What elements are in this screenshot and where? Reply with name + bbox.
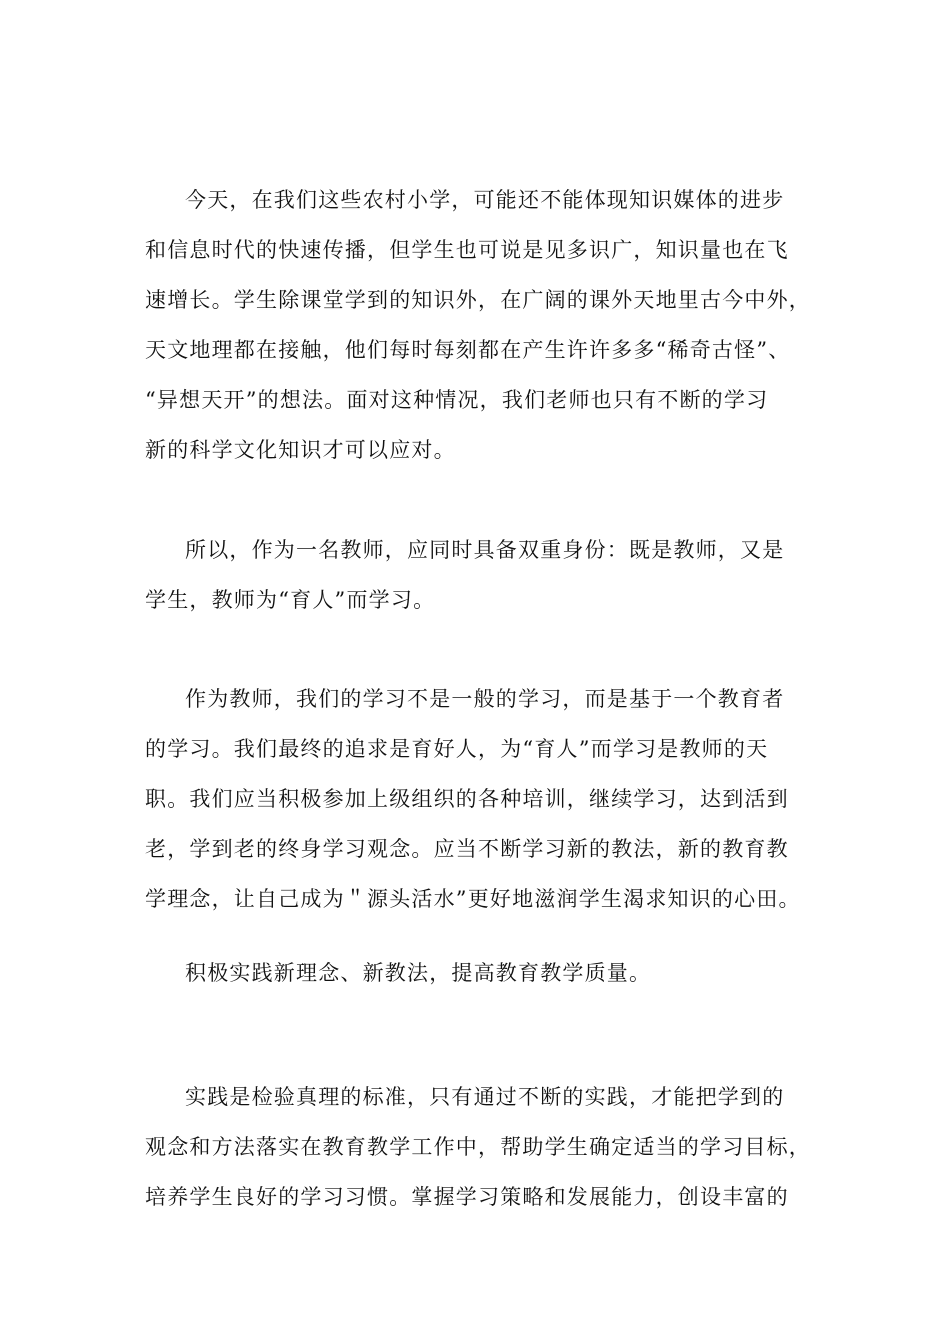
paragraph-line: 新的科学文化知识才可以应对。 xyxy=(145,438,456,462)
paragraph-line: 和信息时代的快速传播，但学生也可说是见多识广，知识量也在飞 xyxy=(145,238,789,262)
paragraph-line: 老，学到老的终身学习观念。应当不断学习新的教法，新的教育教 xyxy=(145,837,789,861)
paragraph-line: 天文地理都在接触，他们每时每刻都在产生许许多多“稀奇古怪”、 xyxy=(145,338,791,362)
paragraph-line: 职。我们应当积极参加上级组织的各种培训，继续学习，达到活到 xyxy=(145,787,789,811)
paragraph-line: 积极实践新理念、新教法，提高教育教学质量。 xyxy=(185,961,652,985)
paragraph-line: “异想天开”的想法。面对这种情况，我们老师也只有不断的学习 xyxy=(145,388,769,412)
paragraph-line: 实践是检验真理的标准，只有通过不断的实践，才能把学到的 xyxy=(185,1085,785,1109)
paragraph-line: 的学习。我们最终的追求是育好人，为“育人”而学习是教师的天 xyxy=(145,737,769,761)
paragraph-practice-heading xyxy=(145,948,651,998)
paragraph-line: 速增长。学生除课堂学到的知识外，在广阔的课外天地里古今中外， xyxy=(145,288,811,312)
paragraph-line: 培养学生良好的学习习惯。掌握学习策略和发展能力，创设丰富的 xyxy=(145,1185,789,1209)
paragraph-line: 今天，在我们这些农村小学，可能还不能体现知识媒体的进步 xyxy=(185,188,785,212)
paragraph-practice xyxy=(145,1072,811,1222)
paragraph-line: 观念和方法落实在教育教学工作中，帮助学生确定适当的学习目标， xyxy=(145,1135,811,1159)
paragraph-line: 作为教师，我们的学习不是一般的学习，而是基于一个教育者 xyxy=(185,687,785,711)
paragraph-rural-schools xyxy=(145,175,811,475)
paragraph-line: 学生，教师为“育人”而学习。 xyxy=(145,588,436,612)
paragraph-teacher-learning xyxy=(145,674,801,924)
paragraph-dual-identity xyxy=(145,525,784,625)
paragraph-line: 所以，作为一名教师，应同时具备双重身份：既是教师，又是 xyxy=(185,538,785,562)
paragraph-line: 学理念，让自己成为＂源头活水”更好地滋润学生渴求知识的心田。 xyxy=(145,887,801,911)
